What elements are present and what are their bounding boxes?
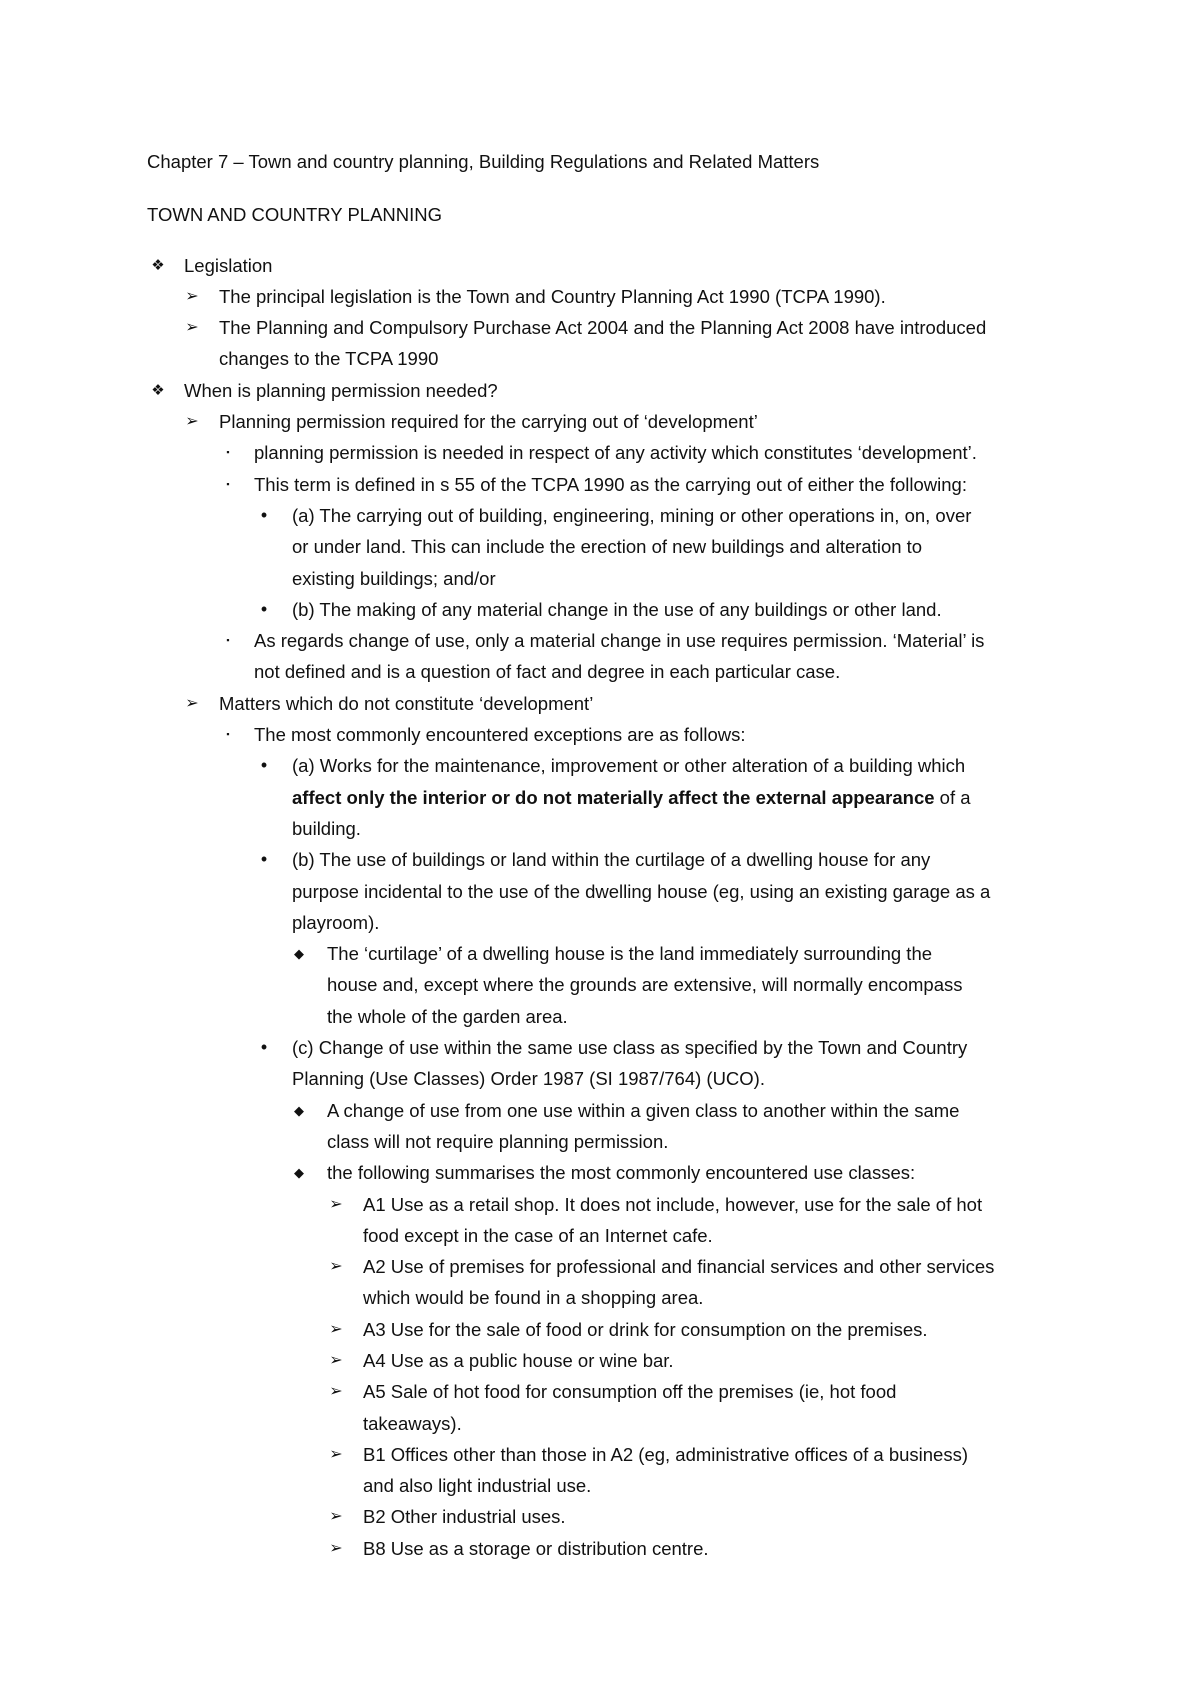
list-item-continuation: playroom). [292,911,380,933]
arrow-bullet-icon: ➢ [185,287,199,305]
square-bullet-icon: ▪ [226,635,230,646]
list-item [147,750,1077,781]
arrow-bullet-icon: ➢ [329,1539,343,1557]
list-item-continuation: food except in the case of an Internet cafe. [363,1224,713,1246]
list-item-text: B1 Offices other than those in A2 (eg, administrative offices of a business) [363,1443,969,1465]
list-item [147,1157,1077,1188]
arrow-bullet-icon: ➢ [329,1320,343,1338]
list-item [147,406,1077,437]
list-item-continuation: not defined and is a question of fact and degree in each particular case. [254,661,841,683]
four-diamond-bullet-icon: ❖ [151,381,165,399]
list-item-continuation: changes to the TCPA 1990 [219,348,439,370]
arrow-bullet-icon: ➢ [329,1383,343,1401]
list-item-continuation: class will not require planning permission. [327,1130,669,1152]
list-item-continuation: the whole of the garden area. [327,1005,568,1027]
use-class-item [147,1314,1077,1345]
square-bullet-icon: ▪ [226,729,230,740]
spacer [147,231,1077,250]
use-class-item [147,1345,1077,1376]
list-item-continuation: house and, except where the grounds are extensive, will normally encompass [327,974,963,996]
list-item-continuation [147,782,1077,813]
list-item-text: Legislation [184,254,273,276]
list-item [147,625,1077,656]
use-class-item [147,1501,1077,1532]
list-item-text: the following summarises the most commonly encountered use classes: [327,1162,916,1184]
list-item [147,594,1077,625]
arrow-bullet-icon: ➢ [185,319,199,337]
list-item [147,719,1077,750]
use-class-item [147,1439,1077,1470]
list-item-text: The Planning and Compulsory Purchase Act 2004 and the Planning Act 2008 have introduced [219,317,987,339]
dot-bullet-icon: • [260,1037,268,1058]
list-item [147,1095,1077,1126]
list-item-text: A2 Use of premises for professional and financial services and other services [363,1256,995,1278]
list-item-continuation: takeaways). [363,1412,462,1434]
list-item-continuation: and also light industrial use. [363,1475,592,1497]
list-item [147,938,1077,969]
list-item-text: The most commonly encountered exceptions are as follows: [254,724,746,746]
list-item [147,437,1077,468]
list-item-continuation: or under land. This can include the erection of new buildings and alteration to [292,536,923,558]
spacer [147,177,1077,199]
dot-bullet-icon: • [260,504,268,525]
diamond-bullet-icon: ◆ [294,1165,304,1181]
use-class-item [147,1533,1077,1564]
section-title: TOWN AND COUNTRY PLANNING [147,204,443,226]
arrow-bullet-icon: ➢ [329,1195,343,1213]
list-item [147,500,1077,531]
list-item-text: B8 Use as a storage or distribution centre. [363,1537,709,1559]
list-item-text: (c) Change of use within the same use class as specified by the Town and Country [292,1037,968,1059]
arrow-bullet-icon: ➢ [329,1508,343,1526]
list-item-text: As regards change of use, only a material change in use requires permission. ‘Material’ is [254,630,985,652]
list-item-text: When is planning permission needed? [184,379,498,401]
list-item [147,469,1077,500]
arrow-bullet-icon: ➢ [329,1351,343,1369]
use-class-item [147,1376,1077,1407]
bold-text: affect only the interior or do not materially affect the external appearance [292,786,935,808]
arrow-bullet-icon: ➢ [329,1258,343,1276]
list-item-legislation [147,250,1077,281]
diamond-bullet-icon: ◆ [294,946,304,962]
dot-bullet-icon: • [260,755,268,776]
list-item-text: A5 Sale of hot food for consumption off the premises (ie, hot food [363,1381,897,1403]
four-diamond-bullet-icon: ❖ [151,256,165,274]
arrow-bullet-icon: ➢ [185,413,199,431]
list-item-text: A4 Use as a public house or wine bar. [363,1349,674,1371]
list-item-text: This term is defined in s 55 of the TCPA 1990 as the carrying out of either the following: [254,473,967,495]
chapter-title: Chapter 7 – Town and country planning, Building Regulations and Related Matters [147,151,820,172]
list-item-text: Matters which do not constitute ‘development’ [219,692,594,714]
use-class-item [147,1251,1077,1282]
arrow-bullet-icon: ➢ [329,1445,343,1463]
arrow-bullet-icon: ➢ [185,694,199,712]
list-item-continuation: Planning (Use Classes) Order 1987 (SI 1987/764) (UCO). [292,1068,765,1090]
list-item-text: B2 Other industrial uses. [363,1506,566,1528]
diamond-bullet-icon: ◆ [294,1102,304,1118]
list-item-permission [147,375,1077,406]
list-item-text: A change of use from one use within a given class to another within the same [327,1099,960,1121]
list-item-continuation: which would be found in a shopping area. [363,1287,704,1309]
list-item-continuation: purpose incidental to the use of the dwelling house (eg, using an existing garage as a [292,880,991,902]
list-item [147,1032,1077,1063]
list-item-text: (a) The carrying out of building, engineering, mining or other operations in, on, over [292,504,972,526]
list-item-text: A3 Use for the sale of food or drink for consumption on the premises. [363,1318,928,1340]
list-item-text: planning permission is needed in respect of any activity which constitutes ‘development’. [254,442,977,464]
list-item-text: (a) Works for the maintenance, improvement or other alteration of a building which [292,755,966,777]
list-item-text: Planning permission required for the carrying out of ‘development’ [219,411,758,433]
document-body [147,146,1077,1564]
list-item-text: The principal legislation is the Town and Country Planning Act 1990 (TCPA 1990). [219,285,886,307]
list-item-continuation: building. [292,817,361,839]
list-item [147,281,1077,312]
list-item-text: (b) The use of buildings or land within the curtilage of a dwelling house for any [292,849,931,871]
dot-bullet-icon: • [260,598,268,619]
list-item-text: The ‘curtilage’ of a dwelling house is the land immediately surrounding the [327,943,933,965]
list-item [147,312,1077,343]
list-item-text: (b) The making of any material change in the use of any buildings or other land. [292,598,942,620]
dot-bullet-icon: • [260,849,268,870]
square-bullet-icon: ▪ [226,447,230,458]
square-bullet-icon: ▪ [226,478,230,489]
list-item [147,844,1077,875]
use-class-item [147,1189,1077,1220]
list-item [147,688,1077,719]
list-item-continuation: existing buildings; and/or [292,567,496,589]
list-item-text: A1 Use as a retail shop. It does not include, however, use for the sale of hot [363,1193,983,1215]
list-item-text: of a [934,786,971,808]
